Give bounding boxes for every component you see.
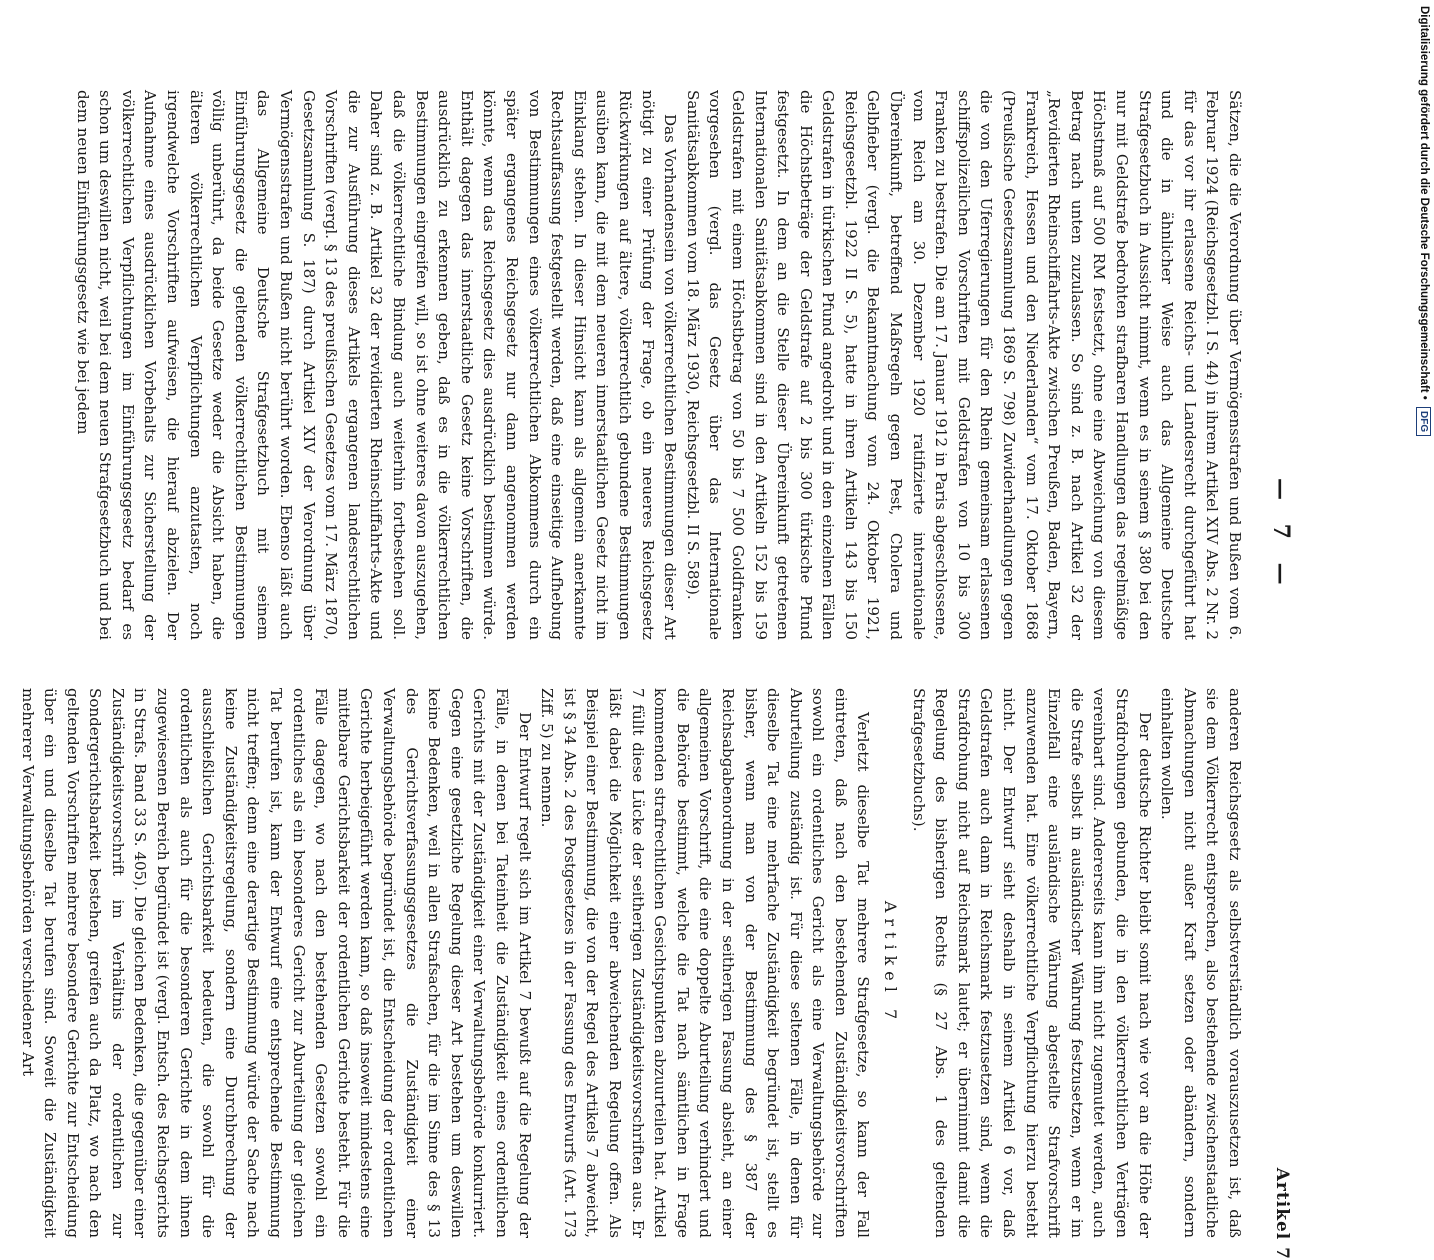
paragraph: Sätzen, die die Verordnung über Vermögensstrafen und Bußen vom 6. Februar 1924 (Reichsgesetzbl. I S. 44) in ihrem Artikel XIV Abs. 2 Nr. 2 für das vor ihr erlassene Reichs- und Landesrecht durchgeführt hat und die in ähnlicher Weise auch das Allgemeine Deutsche Strafgesetzbuch in Aussicht nimmt, wenn es in seinem § 380 bei den nur mit Geldstrafe bedrohten strafbaren Handlungen das regelmäßige Höchstmaß auf 500 RM festsetzt, ohne eine Abweichung von diesem Betrag nach unten zuzulassen. So sind z. B. nach Artikel 32 der „Revidierten Rheinschiffahrts-Akte zwischen Preußen, Baden, Bayern, Frankreich, Hessen und den Niederlanden“ vom 17. Oktober 1868 (Preußische Gesetzsammlung 1869 S. 798) Zuwiderhandlungen gegen die von den Uferregierungen für den Rhein gemeinsam erlassenen schiffspolizeilichen Vorschriften mit Geldstrafen von 10 bis 300 Franken zu bestrafen. Die am 17. Januar 1912 in Paris abgeschlossene, vom Reich am 30. Dezember 1920 ratifizierte internationale Übereinkunft, betreffend Maßregeln gegen Pest, Cholera und Gelbfieber (vergl. die Bekanntmachung vom 24. Oktober 1921, Reichsgesetzbl. 1922 II S. 5), hatte in ihren Artikeln 143 bis 150 Geldstrafen in türkischen Pfund angedroht und in den einzelnen Fällen die Höchstbeträge der Geldstrafe auf 2 bis 300 türkische Pfund festgesetzt. In dem an die Stelle dieser Übereinkunft getretenen Internationalen Sanitätsabkommen sind in den Artikeln 152 bis 159 Geldstrafen mit einem Höchstbetrag von 50 bis 7 500 Goldfranken vorgesehen (vergl. das Gesetz über das Internationale Sanitätsabkommen vom 18. März 1930, Reichsgesetzbl. II S. 589). [683, 90, 1244, 640]
paragraph: Der deutsche Richter bleibt somit nach wie vor an die Höhe der Strafdrohungen gebunden, die in den völkerrechtlichen Verträgen vereinbart sind. Andererseits kann ihm nicht zugemutet werden, auch die Strafe selbst in ausländischer Währung festzusetzen, wenn er im Einzelfall eine ausländische Währung abgestellte Strafvorschrift anzuwenden hat. Eine völkerrechtliche Verpflichtung hierzu besteht nicht. Der Entwurf sieht deshalb in seinem Artikel 6 vor, daß Geldstrafen auch dann in Reichsmark festzusetzen sind, wenn die Strafdrohung nicht auf Reichsmark lautet; er übernimmt damit die Regelung des bisherigen Rechts (§ 27 Abs. 1 des geltenden Strafgesetzbuchs). [909, 688, 1154, 1238]
dfg-logo: DFG [1416, 407, 1431, 436]
digitization-credit-strip [1414, 0, 1434, 1000]
credit-text: Digitalisierung gefördert durch die Deutsche Forschungsgemeinschaft [1418, 6, 1430, 393]
left-text-column [73, 90, 1246, 640]
running-section-label: Artikel 7 [1272, 1167, 1292, 1260]
page-header [1254, 90, 1294, 1260]
paragraph: Das Vorhandensein von völkerrechtlichen Bestimmungen dieser Art nötigt zu einer Prüfung der Frage, ob ein neueres Reichsgesetz Rückwirkungen auf ältere, völkerrechtlich gebundene Bestimmungen ausüben kann, die mit dem neueren innerstaatlichen Gesetz nicht im Einklang stehen. In dieser Hinsicht kann als allgemein anerkannte Rechtsauffassung festgestellt werden, daß eine einseitige Aufhebung von Bestimmungen eines völkerrechtlichen Abkommens durch ein später ergangenes Reichsgesetz nur dann angenommen werden könnte, wenn das Reichsgesetz dies ausdrücklich bestimmen würde. Enthält dagegen das innerstaatliche Gesetz keine Vorschriften, die ausdrücklich zu erkennen geben, daß es in die völkerrechtlichen Bestimmungen eingreifen will, so ist ohne weiteres davon auszugehen, daß die völkerrechtliche Bindung auch weiterhin fortbestehen soll. Daher sind z. B. Artikel 32 der revidierten Rheinschiffahrts-Akte und die zur Ausführung dieses Artikels ergangenen landesrechtlichen Vorschriften (vergl. § 13 des preußischen Gesetzes vom 17. März 1870, Gesetzsammlung S. 187) durch Artikel XIV der Verordnung über Vermögensstrafen und Bußen nicht berührt worden. Ebenso läßt auch das Allgemeine Deutsche Strafgesetzbuch mit seinem Einführungsgesetz die geltenden völkerrechtlichen Bestimmungen völlig unberührt, da beide Gesetze weder die Absicht haben, die älteren völkerrechtlichen Verpflichtungen anzutasten, noch irgendwelche Vorschriften aufweisen, die hierauf abzielen. Der Aufnahme eines ausdrücklichen Vorbehalts zur Sicherstellung der völkerrechtlichen Verpflichtungen im Einführungsgesetz bedarf es schon um deswillen nicht, weil bei dem neuen Strafgesetzbuch und bei dem neuen Einführungsgesetz wie bei jedem [73, 90, 680, 640]
credit-text-wrapper: Digitalisierung gefördert durch die Deutsche Forschungsgemeinschaft • DFG [1416, 6, 1431, 436]
paragraph: anderen Reichsgesetz als selbstverständlich vorauszusetzen ist, daß sie dem Völkerrecht entsprechen, also bestehende zwischenstaatliche Abmachungen nicht außer Kraft setzen oder abändern, sondern einhalten wollen. [1158, 688, 1244, 1238]
page-number: — 7 — [1268, 478, 1294, 593]
paragraph: Der Entwurf regelt sich im Artikel 7 bewußt auf die Regelung der Fälle, in denen bei Tateinheit die Zuständigkeit eines ordentlichen Gerichts mit der Zuständigkeit einer Verwaltungsbehörde konkurriert. Gegen eine gesetzliche Regelung dieser Art bestehen um deswillen keine Bedenken, weil in allen Strafsachen, für die im Sinne des § 13 des Gerichtsverfassungsgesetzes die Zuständigkeit einer Verwaltungsbehörde begründet ist, die Entscheidung der ordentlichen Gerichte herbeigeführt werden kann, so daß insoweit mindestens eine mittelbare Gerichtsbarkeit der ordentlichen Gerichte besteht. Für die Fälle dagegen, wo nach den bestehenden Gesetzen sowohl ein ordentliches als ein besonderes Gericht zur Aburteilung der gleichen Tat berufen ist, kann der Entwurf eine entsprechende Bestimmung nicht treffen; denn eine derartige Bestimmung würde der Sache nach keine Zuständigkeitsregelung, sondern eine Durchbrechung der ausschließlichen Gerichtsbarkeit bedeuten, die sowohl für die ordentlichen als auch für die besonderen Gerichte in dem ihnen zugewiesenen Bereich begründet ist (vergl. Entsch. des Reichsgerichts in Strafs. Band 33 S. 405). Die gleichen Bedenken, die gegenüber einer Zuständigkeitsvorschrift im Verhältnis der ordentlichen zur Sondergerichtsbarkeit bestehen, greifen auch da Platz, wo nach den geltenden Vorschriften mehrere besondere Gerichte zur Entscheidung über ein und dieselbe Tat berufen sind. Soweit die Zuständigkeit mehrerer Verwaltungsbehörden verschiedener Art [18, 688, 534, 1238]
section-heading: Artikel 7 [881, 900, 901, 1026]
right-text-column [18, 688, 1246, 1238]
paragraph: Verletzt dieselbe Tat mehrere Strafgesetze, so kann der Fall eintreten, daß nach den bestehenden Zuständigkeitsvorschriften sowohl ein ordentliches Gericht als eine Verwaltungsbehörde zur Aburteilung zuständig ist. Für diese seltenen Fälle, in denen für dieselbe Tat eine mehrfache Zuständigkeit begründet ist, stellt es bisher, wenn man von der Bestimmung des § 387 der Reichsabgabenordnung in der seitherigen Fassung absieht, an einer allgemeinen Vorschrift, die eine doppelte Aburteilung verhindert und die Behörde bestimmt, welche die Tat nach sämtlichen in Frage kommenden strafrechtlichen Gesichtspunkten abzuurteilen hat. Artikel 7 füllt diese Lücke der seitherigen Zuständigkeitsvorschriften aus. Er läßt dabei die Möglichkeit einer abweichenden Regelung offen. Als Beispiel einer Bestimmung, die von der Regel des Artikels 7 abweicht, ist § 34 Abs. 2 des Postgesetzes in der Fassung des Entwurfs (Art. 173 Ziff. 5) zu nennen. [538, 688, 873, 1238]
document-page [18, 90, 1294, 1260]
